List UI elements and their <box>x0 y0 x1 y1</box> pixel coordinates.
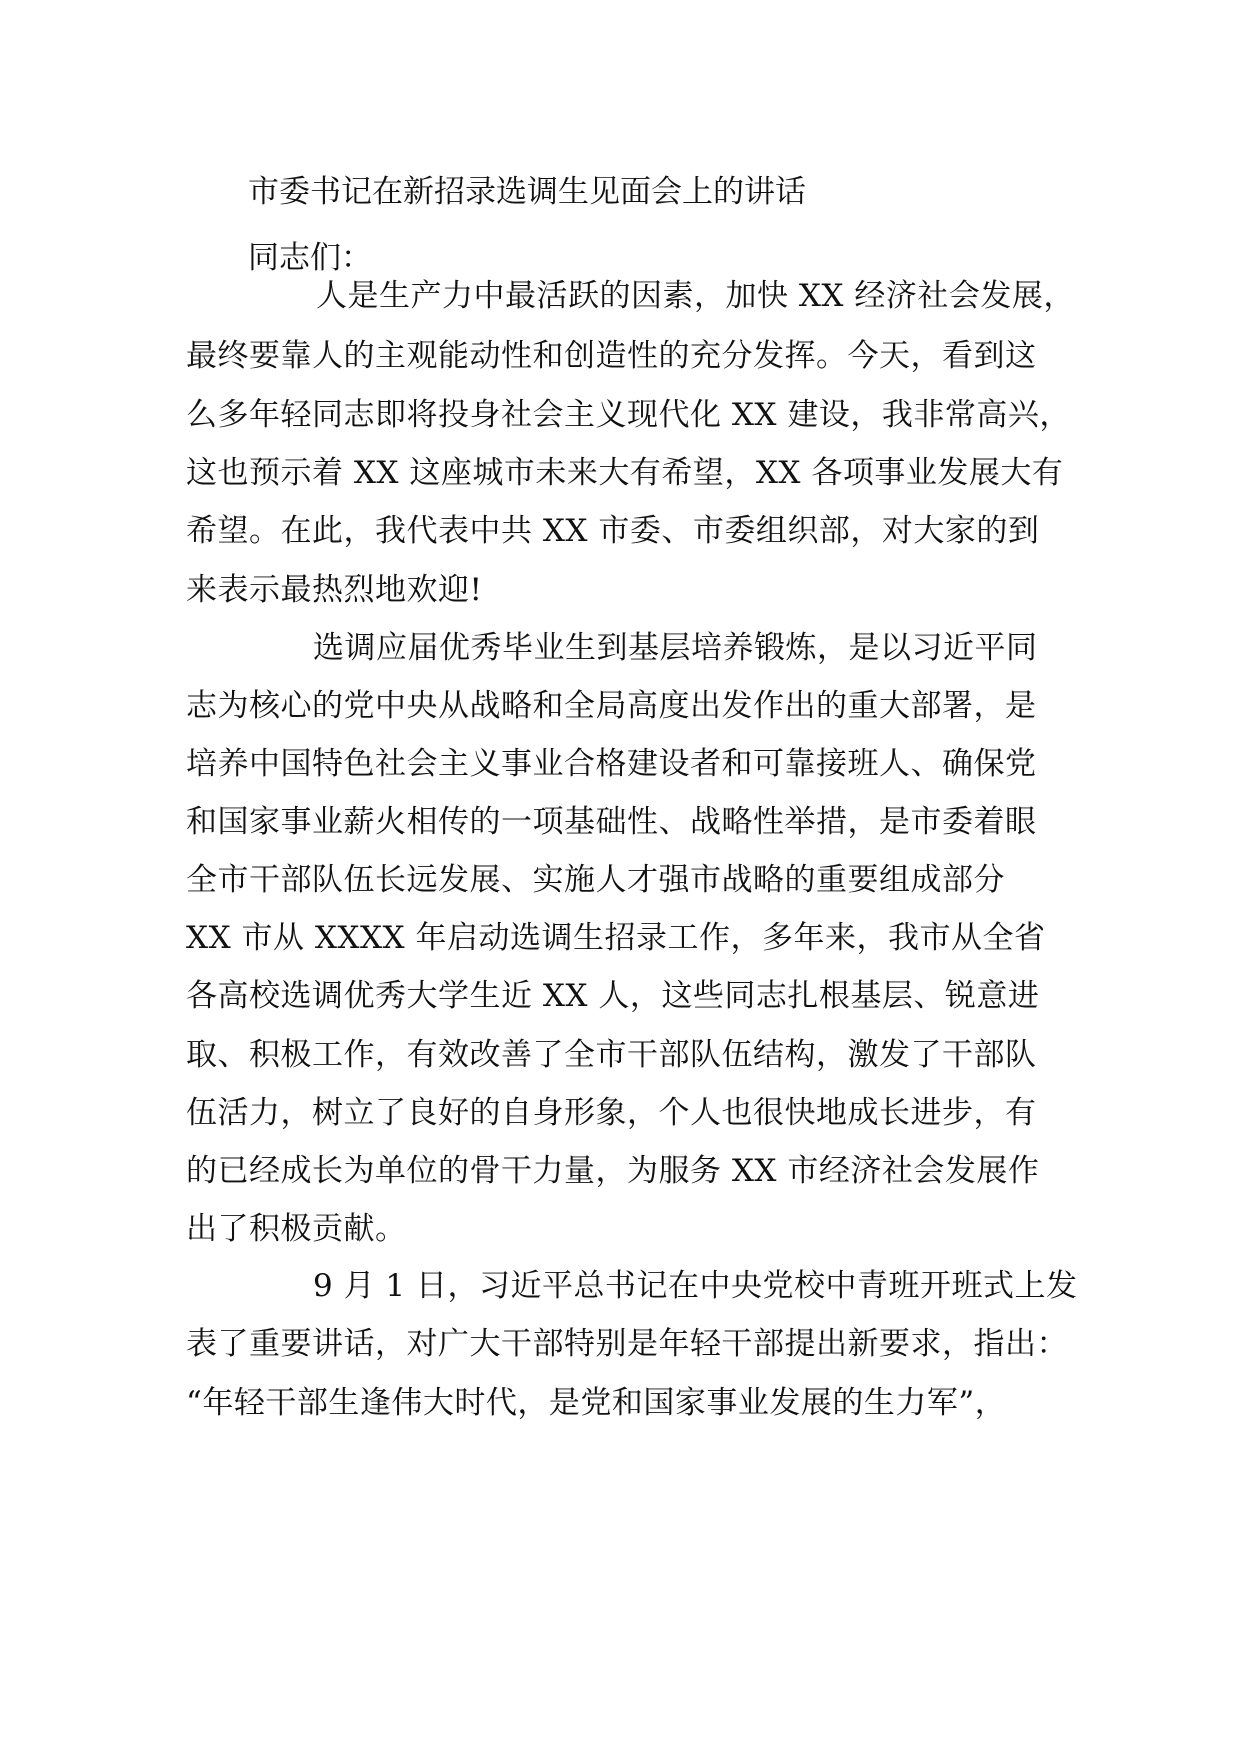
text-line: “年轻干部生逢伟大时代，是党和国家事业发展的生力军”， <box>186 1385 1007 1421</box>
text-line: 培养中国特色社会主义事业合格建设者和可靠接班人、确保党 <box>186 746 1037 782</box>
text-line: 全市干部队伍长远发展、实施人才强市战略的重要组成部分 <box>186 862 1005 898</box>
document-title: 市委书记在新招录选调生见面会上的讲话 <box>248 174 806 210</box>
text-line: 伍活力，树立了良好的自身形象，个人也很快地成长进步，有 <box>186 1095 1037 1131</box>
text-line: 出了积极贡献。 <box>186 1211 407 1247</box>
text-line: 人是生产力中最活跃的因素，加快 XX 经济社会发展， <box>316 278 1075 314</box>
text-line: 表了重要讲话，对广大干部特别是年轻干部提出新要求，指出： <box>186 1326 1068 1362</box>
text-line: 9 月 1 日，习近平总书记在中央党校中青班开班式上发 <box>313 1268 1078 1304</box>
text-line: 和国家事业薪火相传的一项基础性、战略性举措，是市委着眼 <box>186 804 1037 840</box>
text-line: 志为核心的党中央从战略和全局高度出发作出的重大部署，是 <box>186 688 1037 724</box>
text-line: 的已经成长为单位的骨干力量，为服务 XX 市经济社会发展作 <box>186 1153 1040 1189</box>
salutation: 同志们： <box>248 240 372 276</box>
text-line: 最终要靠人的主观能动性和创造性的充分发挥。今天，看到这 <box>186 338 1037 374</box>
text-line: 来表示最热烈地欢迎! <box>186 572 483 608</box>
text-line: 么多年轻同志即将投身社会主义现代化 XX 建设，我非常高兴， <box>186 397 1071 433</box>
text-line: 取、积极工作，有效改善了全市干部队伍结构，激发了干部队 <box>186 1037 1037 1073</box>
text-line: 各高校选调优秀大学生近 XX 人，这些同志扎根基层、锐意进 <box>186 978 1040 1014</box>
text-line: 这也预示着 XX 这座城市未来大有希望，XX 各项事业发展大有 <box>186 455 1064 491</box>
text-line: XX 市从 XXXX 年启动选调生招录工作，多年来，我市从全省 <box>186 920 1046 956</box>
text-line: 希望。在此，我代表中共 XX 市委、市委组织部，对大家的到 <box>186 513 1040 549</box>
text-line: 选调应届优秀毕业生到基层培养锻炼，是以习近平同 <box>313 630 1038 666</box>
